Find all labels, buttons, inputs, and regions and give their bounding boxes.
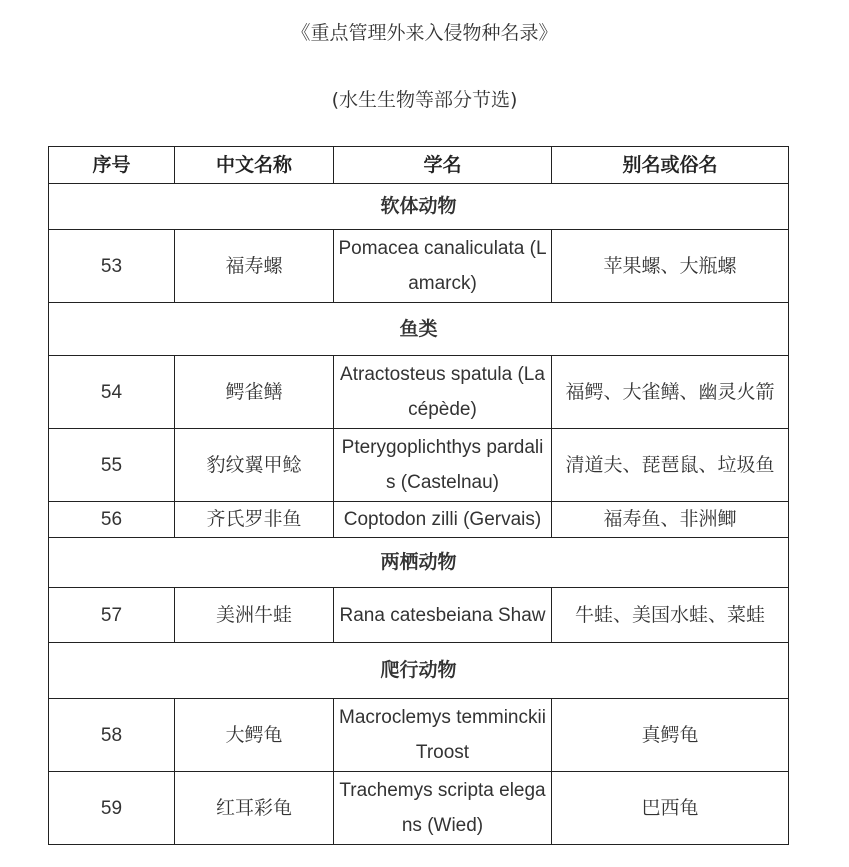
category-amphibians: 两栖动物 (49, 538, 789, 588)
category-row (49, 643, 789, 699)
cell-scientific-name: Pomacea canaliculata (Lamarck) (334, 230, 552, 303)
species-table (48, 146, 789, 845)
document-title: 《重点管理外来入侵物种名录》 (291, 22, 558, 44)
table-row (49, 429, 789, 502)
header-chinese-name: 中文名称 (175, 147, 334, 184)
cell-aliases: 福鳄、大雀鳝、幽灵火箭 (552, 356, 789, 429)
cell-chinese-name: 红耳彩龟 (175, 772, 334, 845)
header-scientific-name: 学名 (334, 147, 552, 184)
cell-chinese-name: 齐氏罗非鱼 (175, 502, 334, 538)
cell-aliases: 真鳄龟 (552, 699, 789, 772)
cell-aliases: 巴西龟 (552, 772, 789, 845)
table-row (49, 588, 789, 643)
cell-aliases: 牛蛙、美国水蛙、菜蛙 (552, 588, 789, 643)
category-row (49, 184, 789, 230)
cell-scientific-name: Rana catesbeiana Shaw (334, 588, 552, 643)
table-header-row (49, 147, 789, 184)
cell-chinese-name: 大鳄龟 (175, 699, 334, 772)
cell-scientific-name: Coptodon zilli (Gervais) (334, 502, 552, 538)
cell-scientific-name: Trachemys scripta elegans (Wied) (334, 772, 552, 845)
cell-index: 57 (49, 588, 175, 643)
cell-scientific-name: Macroclemys temminckii Troost (334, 699, 552, 772)
cell-aliases: 福寿鱼、非洲鲫 (552, 502, 789, 538)
header-index: 序号 (49, 147, 175, 184)
cell-aliases: 清道夫、琵琶鼠、垃圾鱼 (552, 429, 789, 502)
category-row (49, 303, 789, 356)
table-row (49, 772, 789, 845)
cell-chinese-name: 福寿螺 (175, 230, 334, 303)
category-reptiles: 爬行动物 (49, 643, 789, 699)
cell-index: 54 (49, 356, 175, 429)
category-row (49, 538, 789, 588)
cell-index: 59 (49, 772, 175, 845)
cell-index: 58 (49, 699, 175, 772)
table-row (49, 502, 789, 538)
cell-index: 56 (49, 502, 175, 538)
cell-index: 53 (49, 230, 175, 303)
cell-scientific-name: Pterygoplichthys pardalis (Castelnau) (334, 429, 552, 502)
cell-chinese-name: 鳄雀鳝 (175, 356, 334, 429)
cell-chinese-name: 豹纹翼甲鲶 (175, 429, 334, 502)
header-aliases: 别名或俗名 (552, 147, 789, 184)
table-row (49, 230, 789, 303)
document-subtitle: (水生生物等部分节选) (331, 89, 518, 111)
cell-aliases: 苹果螺、大瓶螺 (552, 230, 789, 303)
cell-chinese-name: 美洲牛蛙 (175, 588, 334, 643)
category-mollusks: 软体动物 (49, 184, 789, 230)
table-row (49, 699, 789, 772)
cell-index: 55 (49, 429, 175, 502)
cell-scientific-name: Atractosteus spatula (Lacépède) (334, 356, 552, 429)
table-row (49, 356, 789, 429)
category-fish: 鱼类 (49, 303, 789, 356)
